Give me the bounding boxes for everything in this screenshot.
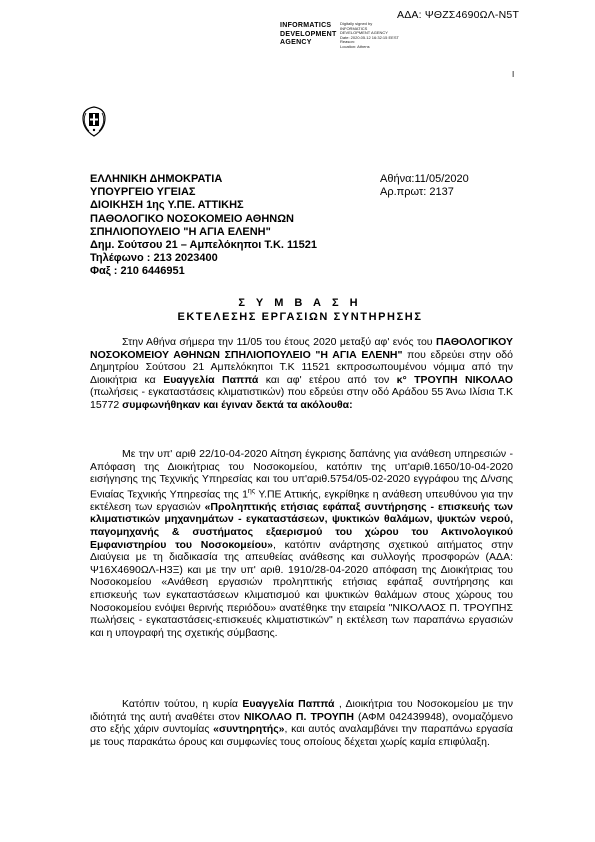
logo-line: INFORMATICS [280, 22, 332, 29]
stamp-line: DEVELOPMENT AGENCY [340, 30, 388, 36]
digital-signature-stamp [340, 22, 402, 50]
header-line: ΕΛΛΗΝΙΚΗ ΔΗΜΟΚΡΑΤΙΑ [90, 173, 223, 185]
greek-emblem-icon [80, 106, 108, 138]
stamp-line: INFORMATICS [340, 25, 368, 31]
ada-code: ΑΔΑ: ΨΘΖΣ4690ΩΛ-Ν5Τ [397, 9, 520, 21]
stamp-line: Digitally signed by [340, 21, 373, 26]
logo-line: DEVELOPMENT [280, 30, 337, 38]
header-line: ΥΠΟΥΡΓΕΙΟ ΥΓΕΙΑΣ [90, 186, 196, 199]
document-title: Σ Υ Μ Β Α Σ Η [238, 297, 362, 309]
header-line: Φαξ : 210 6446951 [90, 265, 185, 278]
paragraph-assignment: Κατόπιν τούτου, η κυρία Ευαγγελία Παππά , Διοικήτρια του Νοσοκομείου με την ιδιότητά της αυτή αναθέτει στον ΝΙΚΟΛΑΟ Π. ΤΡΟΥΠΗ (ΑΦΜ 042439948), ονομαζόμενο στο εξής χάριν συντομίας «συντηρητής», και αυτός αναλαμβάνει την παραπάνω εργασία με τους παρακάτω όρους και συμφωνίες τους οποίους δέχεται χωρίς καμία επιφύλαξη. [90, 698, 514, 748]
stamp-line: Reason: [340, 39, 355, 45]
logo-line: AGENCY [280, 39, 312, 46]
header-line: ΠΑΘΟΛΟΓΙΚΟ ΝΟΣΟΚΟΜΕΙΟ ΑΘΗΝΩΝ [90, 212, 294, 225]
header-line: Δημ. Σούτσου 21 – Αμπελόκηποι Τ.Κ. 11521 [90, 239, 317, 252]
paragraph-parties: Στην Αθήνα σήμερα την 11/05 του έτους 2020 μεταξύ αφ' ενός του ΠΑΘΟΛΟΓΙΚΟΥ ΝΟΣΟΚΟΜΕΙΟΥ ΑΘΗΝΩΝ ΣΠΗΛΙΟΠΟΥΛΕΙΟ "Η ΑΓΙΑ ΕΛΕΝΗ" που εδρεύει στην οδό Δημητρίου Σούτσου 21 Αμπελόκηποι Τ.Κ 11521 εκπροσωπουμένου νόμιμα από την Διοικήτρια κα Ευαγγελία Παππά και αφ' ετέρου από τον κ° ΤΡΟΥΠΗ ΝΙΚΟΛΑΟ (πωλήσεις - εγκαταστάσεις κλιματιστικών) που εδρεύει στην οδό Αράδου 55 Άνω Ιλίσια Τ.Κ 15772 συμφωνήθηκαν και έγιναν δεκτά τα ακόλουθα: [90, 336, 513, 411]
header-line: ΔΙΟΙΚΗΣΗ 1ης Υ.ΠΕ. ΑΤΤΙΚΗΣ [90, 199, 244, 212]
paragraph-background: Με την υπ' αριθ 22/10-04-2020 Αίτηση έγκρισης δαπάνης για ανάθεση υπηρεσιών - Απόφαση της Διοικήτριας του Νοσοκομείου, κατόπιν της υπ'αριθ.1650/10-04-2020 εισήγησης της Τεχνικής Υπηρεσίας και του υπ'αριθ.5754/05-02-2020 εγγράφου της Δ/νσης Ενιαίας Τεχνικής Υπηρεσίας της $1^{\eta\varsigma}$ Υ.ΠΕ Αττικής, εγκρίθηκε η ανάθεση υπευθύνου για την εκτέλεση των εργασιών «Προληπτικής ετήσιας εφάπαξ συντήρησης - επισκευής των κλιματιστικών μηχανημάτων - εγκαταστάσεων, ψυκτικών θαλάμων, ψυκτών νερού, παγομηχανής & συστήματος εξαερισμού του χώρου του Ακτινολογικού Εμφανιστηρίου του Νοσοκομείου», κατόπιν ανάρτησης σχετικού αιτήματος στην Διαύγεια με τη διαδικασία της απευθείας ανάθεσης και συλλογής προσφορών (ΑΔΑ: Ψ16Χ4690ΩΛ-Η3Ξ) και με την υπ' αριθ. 1910/28-04-2020 απόφαση της Διοικήτριας του Νοσοκομείου «Ανάθεση εργασιών προληπτικής ετήσιας εφάπαξ συντήρησης και επισκευής των εγκαταστάσεων κλιματισμού και ψυκτικών θαλάμων στους χώρους του Νοσοκομείου ενόψει θερινής περιόδου» ανατέθηκε την εταιρεία "ΝΙΚΟΛΑΟΣ Π. ΤΡΟΥΠΗΣ πωλήσεις - εγκαταστάσεις-επισκευές κλιματιστικών" η εκτέλεση των παραπάνω εργασιών και η υπογραφή της σχετικής σύμβασης. [90, 448, 514, 639]
signature-logo-text [280, 22, 337, 48]
protocol-number: Αρ.πρωτ: 2137 [380, 186, 454, 199]
sender-header [90, 173, 317, 279]
stamp-line: Location: Athens [340, 43, 370, 49]
date-block [380, 173, 469, 199]
stamp-line: Date: 2020.05.12 16:32:15 EEST [340, 34, 399, 40]
document-date: Αθήνα:11/05/2020 [380, 173, 469, 185]
page-mark: I [512, 70, 515, 79]
header-line: ΣΠΗΛΙΟΠΟΥΛΕΙΟ "Η ΑΓΙΑ ΕΛΕΝΗ" [90, 225, 271, 238]
document-subtitle: ΕΚΤΕΛΕΣΗΣ ΕΡΓΑΣΙΩΝ ΣΥΝΤΗΡΗΣΗΣ [177, 311, 423, 323]
header-line: Τηλέφωνο : 213 2023400 [90, 252, 218, 265]
